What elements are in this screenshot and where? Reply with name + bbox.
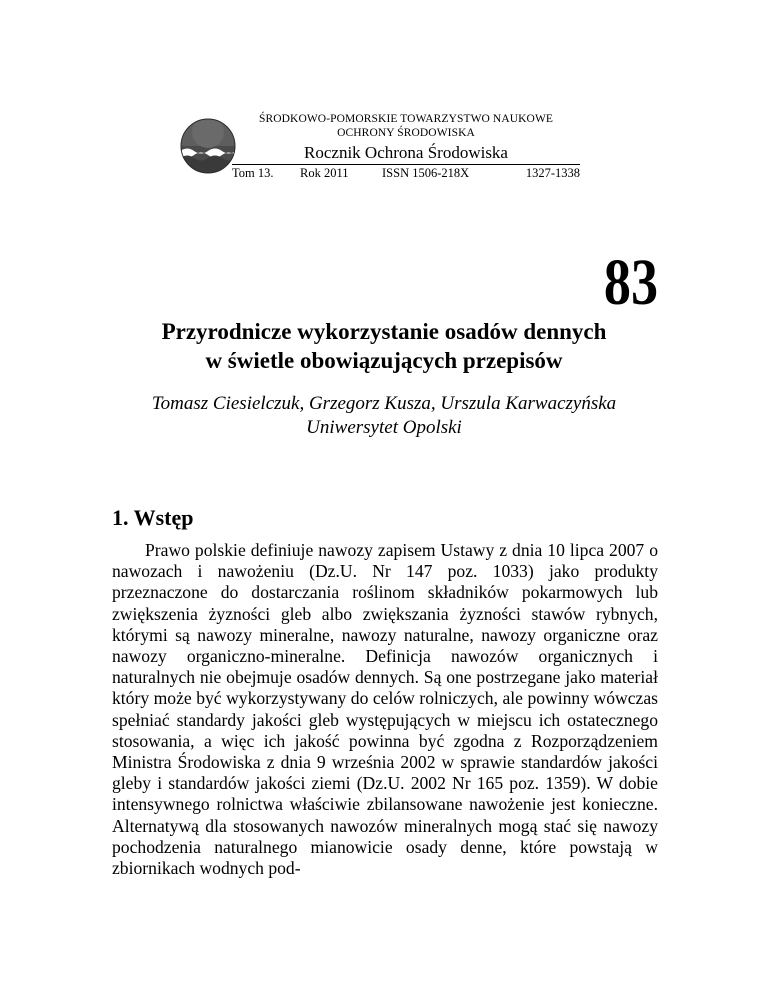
title-line-2: w świetle obowiązujących przepisów: [205, 348, 563, 373]
article-title: [0, 317, 768, 375]
journal-header: [180, 112, 580, 192]
article-number: 83: [603, 246, 658, 319]
title-line-1: Przyrodnicze wykorzystanie osadów dennych: [161, 319, 607, 344]
society-logo-icon: [180, 118, 236, 174]
affiliation: Uniwersytet Opolski: [306, 417, 462, 438]
society-name-line1: ŚRODKOWO-POMORSKIE TOWARZYSTWO NAUKOWE: [258, 113, 554, 125]
author-block: [0, 392, 768, 440]
journal-name: Rocznik Ochrona Środowiska: [304, 143, 508, 162]
volume-label: Tom 13.: [232, 166, 274, 180]
paragraph-text: Prawo polskie definiuje nawozy zapisem Ustawy z dnia 10 lipca 2007 o nawozach i nawożeniu (Dz.U. Nr 147 poz. 1033) jako produkty przeznaczone do dostarczania roślinom składników pokarmowych lub zwiększenia żyzności gleb albo zwiększania żyzności stawów rybnych, którymi są nawozy mineralne, nawozy naturalne, nawozy organiczne oraz nawozy organiczno-mineralne. Definicja nawozów organicznych i naturalnych nie obejmuje osadów dennych. Są one postrzegane jako materiał który może być wykorzystywany do celów rolniczych, ale powinny wówczas spełniać standardy jakości gleb występujących w miejscu ich ostatecznego stosowania, a więc ich jakość powinna być zgodna z Rozporządzeniem Ministra Środowiska z dnia 9 września 2002 w sprawie standardów jakości gleby i standardów jakości ziemi (Dz.U. 2002 Nr 165 poz. 1359). W dobie intensywnego rolnictwa właściwie zbilansowane nawożenie jest konieczne. Alternatywą dla stosowanych nawozów mineralnych mogą stać się nawozy pochodzenia naturalnego mianowicie osady denne, które powstają w zbiornikach wodnych pod-: [112, 540, 658, 879]
year-label: Rok 2011: [300, 166, 349, 180]
authors: Tomasz Ciesielczuk, Grzegorz Kusza, Urszula Karwaczyńska: [151, 393, 617, 414]
section-heading: 1. Wstęp: [112, 505, 194, 530]
society-name-line2: OCHRONY ŚRODOWISKA: [337, 127, 475, 139]
body-paragraph: [112, 540, 658, 879]
issn-label: ISSN 1506-218X: [382, 166, 470, 180]
header-rule: [232, 164, 580, 165]
pages-label: 1327-1338: [525, 166, 580, 180]
header-text: [232, 112, 580, 164]
